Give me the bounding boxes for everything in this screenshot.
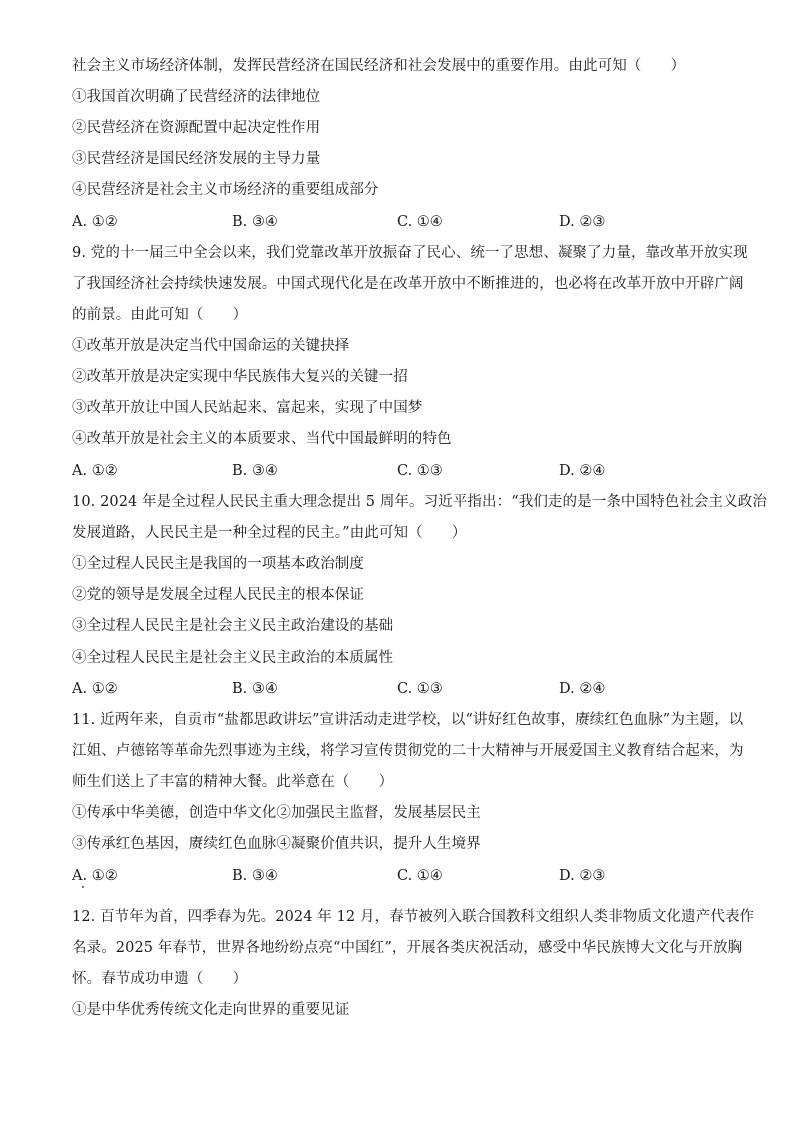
q11-options [72,866,752,886]
q9-option-b[interactable]: B. ③④ [232,463,278,479]
q9-stem-line-3: 的前景。由此可知（ ） [72,307,248,323]
q12-stem-line-3: 怀。春节成功申遗（ ） [72,971,248,987]
q8-statement-1: ①我国首次明确了民营经济的法律地位 [72,89,321,105]
q10-option-b[interactable]: B. ③④ [232,681,278,697]
q9-option-c[interactable]: C. ①③ [397,463,443,479]
q11-statement-row-1: ①传承中华美德，创造中华文化②加强民主监督，发展基层民主 [72,805,481,821]
q10-option-c[interactable]: C. ①③ [397,681,443,697]
q9-options [72,461,752,481]
q9-statement-1: ①改革开放是决定当代中国命运的关键抉择 [72,338,350,354]
q8-statement-3: ③民营经济是国民经济发展的主导力量 [72,151,321,167]
q8-statement-2: ②民营经济在资源配置中起决定性作用 [72,120,321,136]
q11-stem-line-3: 师生们送上了丰富的精神大餐。此举意在（ ） [72,774,394,790]
q9-stem-line-1: 9. 党的十一届三中全会以来，我们党靠改革开放振奋了民心、统一了思想、凝聚了力量，靠改革开放实现 [72,245,748,261]
q10-statement-4: ④全过程人民民主是社会主义民主政治的本质属性 [72,650,394,666]
q11-option-a[interactable]: A. ①② [72,868,118,884]
q8-options [72,212,752,232]
q9-stem-line-2: 了我国经济社会持续快速发展。中国式现代化是在改革开放中不断推进的，也必将在改革开放中开辟广阔 [72,276,744,292]
q8-option-c[interactable]: C. ①④ [397,214,443,230]
q8-stem-end: 社会主义市场经济体制，发挥民营经济在国民经济和社会发展中的重要作用。由此可知（ ） [72,58,686,74]
q10-option-a[interactable]: A. ①② [72,681,118,697]
q8-statement-4: ④民营经济是社会主义市场经济的重要组成部分 [72,182,379,198]
q11-statement-row-2: ③传承红色基因，赓续红色血脉④凝聚价值共识，提升人生境界 [72,836,481,852]
q11-stem-line-2: 江姐、卢德铭等革命先烈事迹为主线，将学习宣传贯彻党的二十大精神与开展爱国主义教育结合起来，为 [72,743,744,759]
q10-statement-1: ①全过程人民民主是我国的一项基本政治制度 [72,556,364,572]
q12-stem-line-2: 名录。2025 年春节，世界各地纷纷点亮“中国红”，开展各类庆祝活动，感受中华民族博大文化与开放胸 [72,940,743,956]
q11-option-c[interactable]: C. ①④ [397,868,443,884]
q10-statement-3: ③全过程人民民主是社会主义民主政治建设的基础 [72,618,394,634]
q8-option-a[interactable]: A. ①② [72,214,118,230]
q10-stem-line-1: 10. 2024 年是全过程人民民主重大理念提出 5 周年。习近平指出：“我们走的是一条中国特色社会主义政治 [72,494,767,510]
q9-statement-4: ④改革开放是社会主义的本质要求、当代中国最鲜明的特色 [72,431,452,447]
q9-option-d[interactable]: D. ②④ [559,463,606,479]
q10-options [72,679,752,699]
q9-statement-3: ③改革开放让中国人民站起来、富起来，实现了中国梦 [72,400,423,416]
q11-option-b[interactable]: B. ③④ [232,868,278,884]
q12-stem-line-1: 12. 百节年为首，四季春为先。2024 年 12 月，春节被列入联合国教科文组织人类非物质文化遗产代表作 [72,909,755,925]
q8-option-b[interactable]: B. ③④ [232,214,278,230]
q8-option-d[interactable]: D. ②③ [559,214,606,230]
stray-mark [82,886,84,888]
q10-option-d[interactable]: D. ②④ [559,681,606,697]
q11-stem-line-1: 11. 近两年来，自贡市“盐都思政讲坛”宣讲活动走进学校，以“讲好红色故事，赓续红色血脉”为主题，以 [72,712,744,728]
q10-statement-2: ②党的领导是发展全过程人民民主的根本保证 [72,587,364,603]
q10-stem-line-2: 发展道路，人民民主是一种全过程的民主。”由此可知（ ） [72,525,467,541]
q12-statement-1: ①是中华优秀传统文化走向世界的重要见证 [72,1002,350,1018]
q11-option-d[interactable]: D. ②③ [559,868,606,884]
q9-option-a[interactable]: A. ①② [72,463,118,479]
q9-statement-2: ②改革开放是决定实现中华民族伟大复兴的关键一招 [72,369,408,385]
